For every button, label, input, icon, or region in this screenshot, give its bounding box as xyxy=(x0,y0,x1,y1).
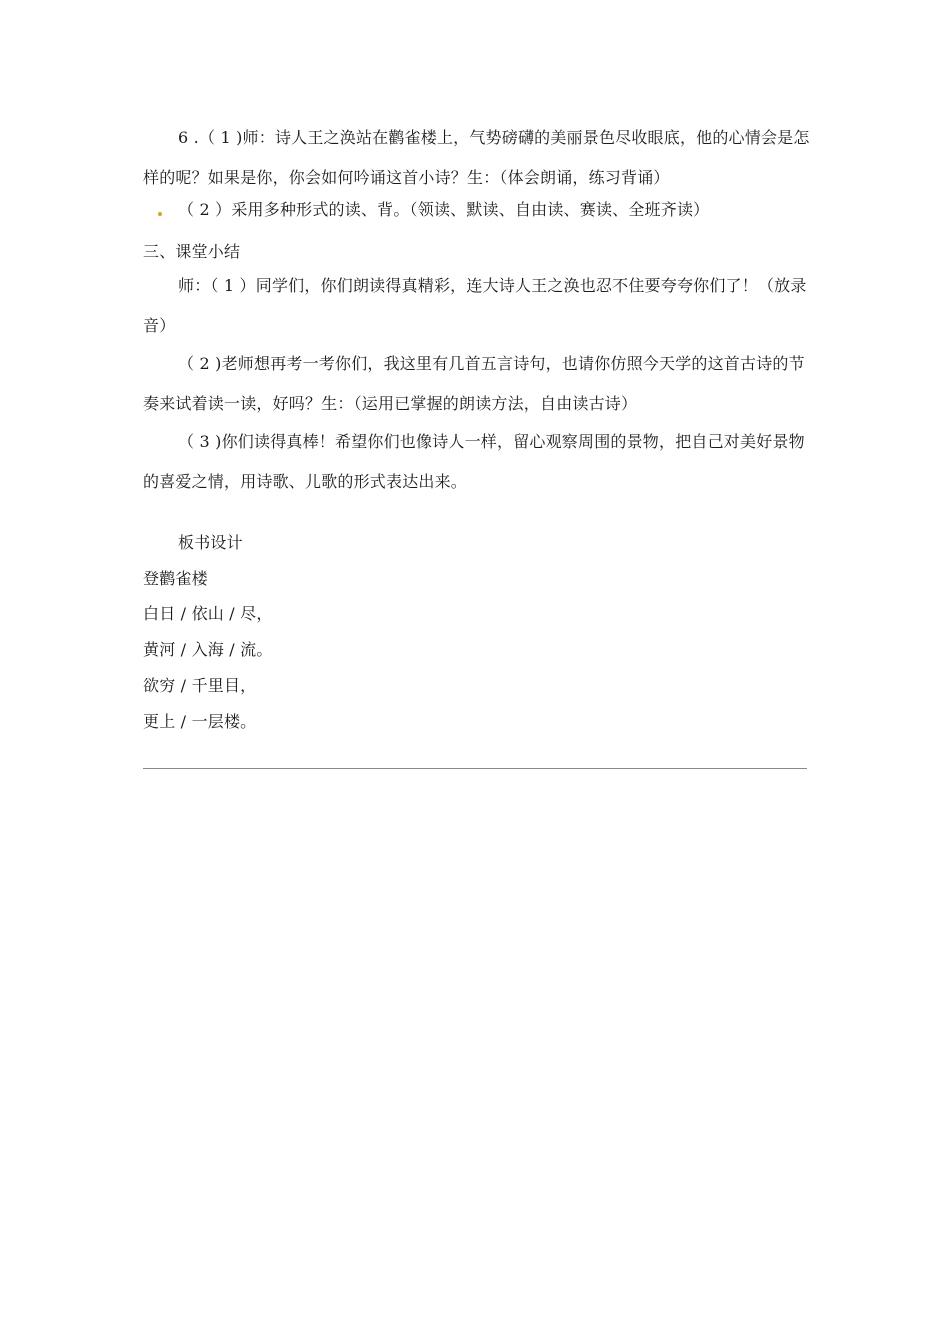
item6-line3: （ 2 ）采用多种形式的读、背。（领读、默读、自由读、赛读、全班齐读） xyxy=(178,200,710,219)
poem-line: 白日 / 依山 / 尽， xyxy=(143,604,273,623)
summary1-line1: 师：（ 1 ）同学们，你们朗读得真精彩，连大诗人王之涣也忍不住要夸夸你们了！（放录 xyxy=(178,276,807,295)
summary1-line2: 音） xyxy=(143,316,176,335)
section-heading: 三、课堂小结 xyxy=(143,242,241,261)
summary3-line2: 的喜爱之情，用诗歌、儿歌的形式表达出来。 xyxy=(143,472,468,491)
poem-line: 黄河 / 入海 / 流。 xyxy=(143,640,273,659)
horizontal-divider xyxy=(143,768,807,769)
poem-title: 登鹳雀楼 xyxy=(143,569,208,588)
bullet-dot-icon xyxy=(158,212,162,216)
item6-line2: 样的呢？如果是你，你会如何吟诵这首小诗？生：（体会朗诵，练习背诵） xyxy=(143,168,670,187)
item6-line1: 6 .（ 1 )师：诗人王之涣站在鹳雀楼上，气势磅礴的美丽景色尽收眼底，他的心情会是怎 xyxy=(178,128,810,147)
summary2-line1: （ 2 )老师想再考一考你们，我这里有几首五言诗句，也请你仿照今天学的这首古诗的节 xyxy=(178,354,805,373)
summary3-line1: （ 3 )你们读得真棒！希望你们也像诗人一样，留心观察周围的景物，把自己对美好景物 xyxy=(178,432,805,451)
board-heading: 板书设计 xyxy=(178,533,243,552)
summary2-line2: 奏来试着读一读，好吗？生：（运用已掌握的朗读方法，自由读古诗） xyxy=(143,394,638,413)
poem-line: 更上 / 一层楼。 xyxy=(143,712,257,731)
poem-line: 欲穷 / 千里目， xyxy=(143,676,257,695)
